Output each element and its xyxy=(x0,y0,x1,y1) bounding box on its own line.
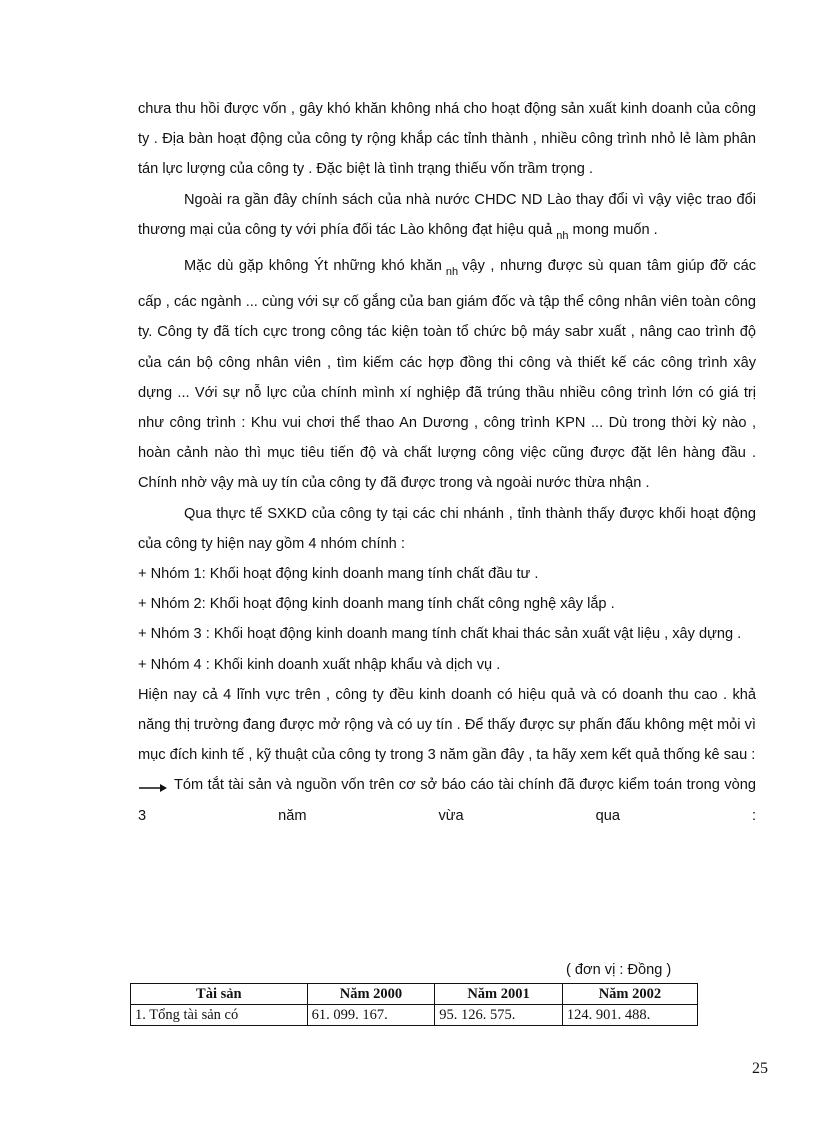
table-cell: 124. 901. 488. xyxy=(562,1005,697,1026)
table-header-cell: Năm 2002 xyxy=(562,984,697,1005)
table-cell: 1. Tổng tài sản có xyxy=(131,1005,308,1026)
body-text xyxy=(138,94,756,831)
paragraph-3-subscript: nh xyxy=(445,266,459,279)
table-row xyxy=(131,1005,698,1026)
table-header-cell: Năm 2001 xyxy=(435,984,563,1005)
page-number: 25 xyxy=(752,1060,768,1077)
paragraph-2 xyxy=(138,185,756,251)
paragraph-2-text-end: mong muốn . xyxy=(572,221,658,238)
closing-paragraph: Hiện nay cả 4 lĩnh vực trên , công ty đều kinh doanh có hiệu quả và có doanh thu cao . khả năng thị trường đang được mở rộng và có uy tín . Để thấy được sự phấn đấu không mệt mỏi vì mục đích kinh tế , kỹ thuật của công ty trong 3 năm gần đây , ta hãy xem kết quả thống kê sau : xyxy=(138,686,756,764)
table-header-row xyxy=(131,984,698,1005)
unit-note: ( đơn vị : Đồng ) xyxy=(566,962,672,978)
arrow-right-icon xyxy=(138,780,168,792)
table-cell: 95. 126. 575. xyxy=(435,1005,563,1026)
group-item-3: + Nhóm 3 : Khối hoạt động kinh doanh mang tính chất khai thác sản xuất vật liệu , xây dựng . xyxy=(138,626,742,643)
summary-intro xyxy=(138,770,756,830)
paragraph-2-subscript: nh xyxy=(556,229,569,242)
table-header-cell: Tài sản xyxy=(131,984,308,1005)
group-item-1: + Nhóm 1: Khối hoạt động kinh doanh mang tính chất đầu tư . xyxy=(138,566,539,583)
paragraph-2-text: Ngoài ra gần đây chính sách của nhà nước CHDC ND Lào thay đổi vì vậy việc trao đổi thương mại của công ty với phía đối tác Lào không đạt hiệu quả xyxy=(138,191,756,238)
table-header-cell: Năm 2000 xyxy=(307,984,435,1005)
summary-intro-text: Tóm tắt tài sản và nguồn vốn trên cơ sở báo cáo tài chính đã được kiểm toán trong vòng 3 năm vừa qua : xyxy=(138,777,756,824)
paragraph-3-text: Mặc dù gặp không Ýt những khó khăn xyxy=(184,258,442,275)
group-item-4: + Nhóm 4 : Khối kinh doanh xuất nhập khẩu và dịch vụ . xyxy=(138,656,501,673)
table-cell: 61. 099. 167. xyxy=(307,1005,435,1026)
paragraph-1: chưa thu hồi được vốn , gây khó khăn không nhá cho hoạt động sản xuất kinh doanh của công ty . Địa bàn hoạt động của công ty rộng khắp các tỉnh thành , nhiều công trình nhỏ lẻ làm phân tán lực lượng của công ty . Đặc biệt là tình trạng thiếu vốn trầm trọng . xyxy=(138,101,756,178)
assets-table xyxy=(130,983,698,1026)
group-item-2: + Nhóm 2: Khối hoạt động kinh doanh mang tính chất công nghệ xây lắp . xyxy=(138,596,615,613)
paragraph-3 xyxy=(138,251,756,499)
paragraph-4: Qua thực tế SXKD của công ty tại các chi nhánh , tỉnh thành thấy được khối hoạt động của công ty hiện nay gồm 4 nhóm chính : xyxy=(138,505,756,552)
paragraph-3-text-end: vậy , nhưng được sù quan tâm giúp đỡ các cấp , các ngành ... cùng với sự cố gắng của ban giám đốc và tập thể công nhân viên toàn công ty. Công ty đã tích cực trong công tác kiện toàn tổ chức bộ máy sabr xuất , nâng cao trình độ của cán bộ công nhân viên , tìm kiếm các hợp đồng thi công và thiết kế các công trình xây dựng ... Với sự nỗ lực của chính mình xí nghiệp đã trúng thầu nhiều công trình lớn có giá trị như công trình : Khu vui chơi thể thao An Dương , công trình KPN ... Dù trong thời kỳ nào , hoàn cảnh nào thì mục tiêu tiến độ và chất lượng công việc cũng được đặt lên hàng đầu . Chính nhờ vậy mà uy tín của công ty đã được trong và ngoài nước thừa nhận . xyxy=(138,258,756,492)
